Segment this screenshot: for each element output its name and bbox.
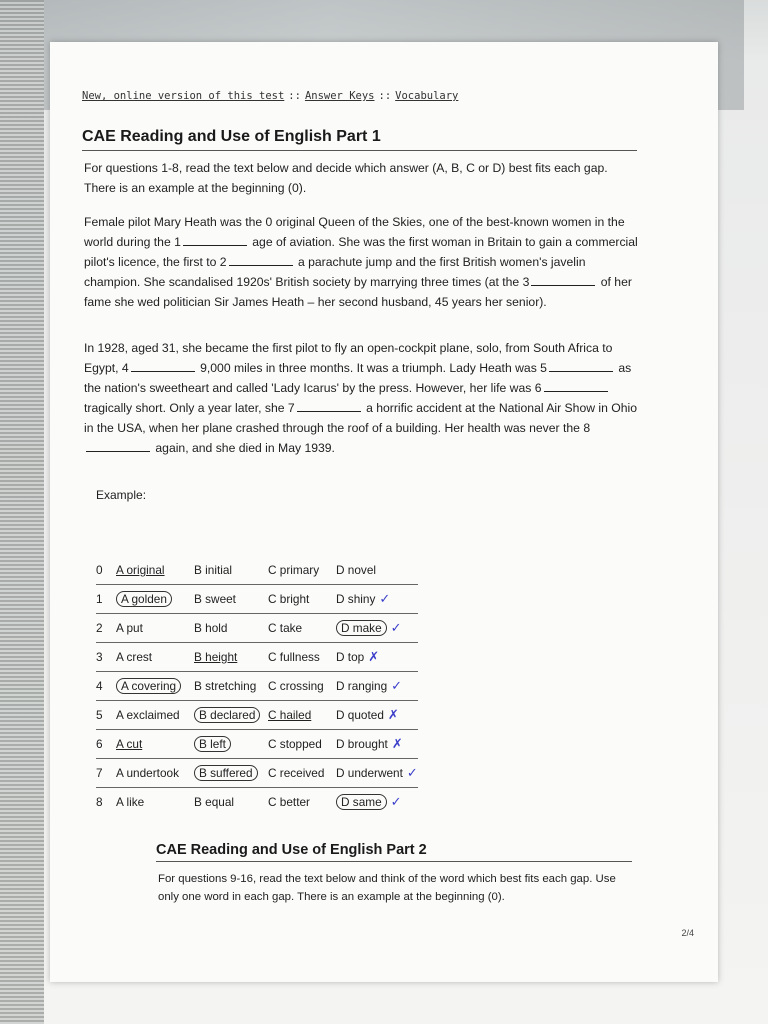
part1-paragraph-2 [84,338,640,458]
options-row-0 [96,556,418,585]
option-c: C bright [268,585,336,614]
para1-seg4: of her fame she wed politician Sir James Heath – her second husband, 45 years her senior). [84,275,632,309]
part1-title: CAE Reading and Use of English Part 1 [82,128,381,145]
option-a: A crest [116,643,194,672]
option-a: A undertook [116,759,194,788]
question-number: 2 [96,614,116,643]
question-number: 3 [96,643,116,672]
para2-seg2: 9,000 miles in three months. It was a triumph. Lady Heath was 5 [200,361,547,375]
question-number: 8 [96,788,116,817]
answer-keys-link[interactable]: Answer Keys [304,90,375,102]
para1-seg1: Female pilot Mary Heath was the 0 original Queen of the Skies, one of the best-known women in the world during the 1 [84,215,625,249]
option-a: A exclaimed [116,701,194,730]
options-row-2 [96,614,418,643]
tick-mark-icon: ✓ [406,765,418,780]
example-label: Example: [96,488,147,502]
option-c: C crossing [268,672,336,701]
option-b: B hold [194,614,268,643]
option-a: A original [116,563,165,577]
option-c: C better [268,788,336,817]
para2-seg4: tragically short. Only a year later, she 7 [84,401,295,415]
option-d: D same [336,794,387,810]
gap-6 [544,381,608,392]
tick-mark-icon: ✓ [379,591,391,606]
tick-mark-icon: ✓ [390,794,402,809]
option-d: D shiny [336,592,376,606]
photo-edge-stripes [0,0,44,1024]
gap-1 [183,235,247,246]
option-b: B equal [194,788,268,817]
options-row-5 [96,701,418,730]
options-row-7 [96,759,418,788]
option-d: D make [336,620,387,636]
option-b: B sweet [194,585,268,614]
question-number: 7 [96,759,116,788]
options-row-6 [96,730,418,759]
gap-3 [531,275,595,286]
para1-seg3: a parachute jump and the first British women's javelin champion. She scandalised 1920s' British society by marrying three times (at the 3 [84,255,586,289]
option-d: D ranging [336,679,388,693]
option-c: C stopped [268,730,336,759]
gap-5 [549,361,613,372]
link-separator: :: [378,90,392,102]
gap-2 [229,255,293,266]
option-c: C fullness [268,643,336,672]
question-number: 1 [96,585,116,614]
option-b: B height [194,650,238,664]
option-b: B initial [194,563,233,577]
online-version-link[interactable]: New, online version of this test [82,90,285,102]
option-d: D quoted [336,708,384,722]
question-number: 0 [96,563,103,577]
option-b: B left [194,736,231,752]
answer-options-table [96,556,418,816]
para2-seg5: a horrific accident at the National Air Show in Ohio in the USA, when her plane crashed through the roof of a building. Her health was never the 8 [84,401,638,435]
cross-mark-icon: ✗ [387,707,399,722]
question-number: 6 [96,730,116,759]
option-a: A like [116,788,194,817]
question-number: 5 [96,701,116,730]
para2-seg3: as the nation's sweetheart and called 'Lady Icarus' by the press. However, her life was 6 [84,361,632,395]
tick-mark-icon: ✓ [391,678,403,693]
gap-8 [86,441,150,452]
option-c: C primary [268,563,320,577]
cross-mark-icon: ✗ [368,649,380,664]
options-row-3 [96,643,418,672]
part1-paragraph-1 [84,212,640,312]
option-b: B declared [194,707,260,723]
tick-mark-icon: ✓ [390,620,402,635]
para1-seg2: age of aviation. She was the first woman in Britain to gain a commercial pilot's licence, the first to 2 [84,235,638,269]
gap-4 [131,361,195,372]
option-c: C take [268,614,336,643]
option-b: B suffered [194,765,258,781]
option-c: C received [268,759,336,788]
option-d: D underwent [336,766,403,780]
part1-rule [82,150,637,151]
part1-instructions: For questions 1-8, read the text below and decide which answer (A, B, C or D) best fits each gap. There is an example at the beginning (0). [84,161,608,195]
option-a: A put [116,614,194,643]
option-d: D brought [336,737,388,751]
options-row-4 [96,672,418,701]
option-a: A golden [116,591,172,607]
vocabulary-link[interactable]: Vocabulary [395,90,459,102]
para2-seg6: again, and she died in May 1939. [155,441,335,455]
option-c: C hailed [268,708,312,722]
option-a: A covering [116,678,181,694]
para2-seg1: In 1928, aged 31, she became the first pilot to fly an open-cockpit plane, solo, from South Africa to Egypt, 4 [84,341,613,375]
gap-7 [297,401,361,412]
part2-instructions: For questions 9-16, read the text below and think of the word which best fits each gap. Use only one word in each gap. There is an example at the beginning (0). [158,873,616,903]
part2-title: CAE Reading and Use of English Part 2 [156,842,427,858]
option-d: D top [336,650,365,664]
option-b: B stretching [194,672,268,701]
part2-rule [156,861,632,862]
options-row-8 [96,788,418,817]
cross-mark-icon: ✗ [391,736,403,751]
options-row-1 [96,585,418,614]
option-a: A cut [116,737,143,751]
option-d: D novel [336,563,376,577]
page-number: 2/4 [681,928,694,938]
link-separator: :: [288,90,301,102]
question-number: 4 [96,672,116,701]
header-links [82,90,458,102]
